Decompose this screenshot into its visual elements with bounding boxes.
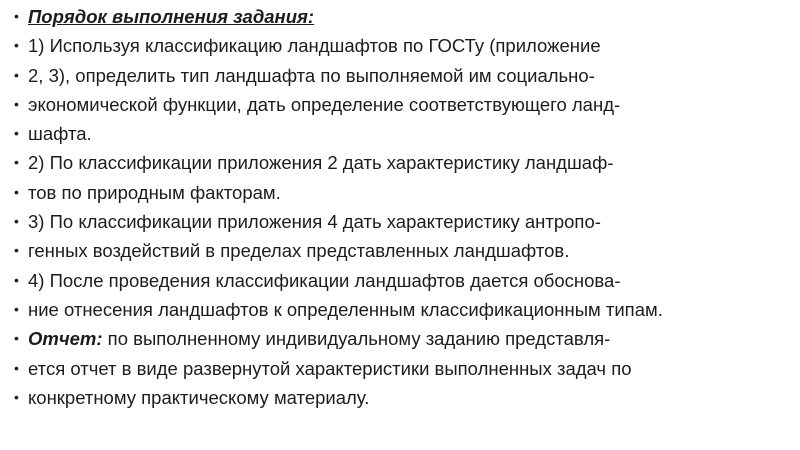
list-item bbox=[14, 178, 794, 207]
list-item bbox=[14, 90, 794, 119]
list-item-text: 4) После проведения классификации ландшафтов дается обоснова- bbox=[28, 269, 621, 291]
list-item-text: тов по природным факторам. bbox=[28, 181, 281, 203]
list-item-text: экономической функции, дать определение соответствующего ланд- bbox=[28, 93, 621, 115]
list-item-text: 2) По классификации приложения 2 дать характеристику ландшаф- bbox=[28, 152, 614, 174]
bullet-icon: • bbox=[14, 66, 19, 83]
bullet-icon: • bbox=[14, 330, 19, 347]
task-heading: Порядок выполнения задания: bbox=[28, 6, 315, 27]
bullet-icon: • bbox=[14, 37, 19, 54]
list-item bbox=[14, 236, 794, 265]
bullet-icon: • bbox=[14, 125, 19, 142]
list-item-text: конкретному практическому материалу. bbox=[28, 386, 370, 408]
bullet-icon: • bbox=[14, 388, 19, 405]
list-item bbox=[14, 119, 794, 148]
report-label: Отчет: bbox=[28, 328, 103, 350]
bullet-icon: • bbox=[14, 183, 19, 200]
bullet-icon: • bbox=[14, 8, 19, 24]
list-item-text: генных воздействий в пределах представленных ландшафтов. bbox=[28, 240, 570, 262]
list-item bbox=[14, 148, 794, 177]
list-item bbox=[14, 207, 794, 236]
bullet-icon: • bbox=[14, 95, 19, 112]
list-item-text: 1) Используя классификацию ландшафтов по ГОСТу (приложение bbox=[28, 35, 601, 57]
bullet-icon: • bbox=[14, 213, 19, 230]
list-item-text: по выполненному индивидуальному заданию представля- bbox=[102, 328, 611, 350]
list-item-text: 3) По классификации приложения 4 дать характеристику антропо- bbox=[28, 211, 601, 233]
list-item bbox=[14, 295, 794, 324]
list-item bbox=[14, 354, 794, 383]
list-item bbox=[14, 383, 794, 412]
list-item bbox=[14, 61, 794, 90]
task-list bbox=[14, 2, 794, 412]
bullet-icon: • bbox=[14, 359, 19, 376]
list-item-text: ется отчет в виде развернутой характеристики выполненных задач по bbox=[28, 357, 632, 379]
bullet-icon: • bbox=[14, 300, 19, 317]
list-item-text: шафта. bbox=[28, 123, 92, 145]
bullet-icon: • bbox=[14, 154, 19, 171]
bullet-icon: • bbox=[14, 242, 19, 259]
list-item bbox=[14, 266, 794, 295]
list-item-text: ние отнесения ландшафтов к определенным классификационным типам. bbox=[28, 298, 663, 320]
list-item-text: 2, 3), определить тип ландшафта по выполняемой им социально- bbox=[28, 64, 595, 86]
bullet-icon: • bbox=[14, 271, 19, 288]
heading-line bbox=[14, 2, 794, 31]
report-line bbox=[14, 324, 794, 353]
list-item bbox=[14, 31, 794, 60]
